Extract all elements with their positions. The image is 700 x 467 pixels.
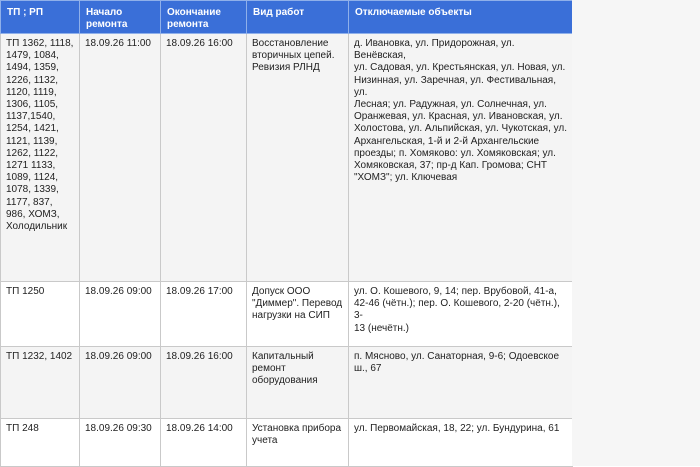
- cell-work: Допуск ООО "Диммер". Перевод нагрузки на СИП: [247, 282, 349, 347]
- cell-work: Капитальный ремонт оборудования: [247, 347, 349, 419]
- cell-tp: ТП 1250: [1, 282, 80, 347]
- table-row: [1, 347, 573, 419]
- cell-end: 18.09.26 17:00: [161, 282, 247, 347]
- cell-end: 18.09.26 16:00: [161, 347, 247, 419]
- col-header-tp: ТП ; РП: [1, 1, 80, 34]
- cell-objects: ул. Первомайская, 18, 22; ул. Бундурина, 61: [349, 419, 573, 467]
- col-header-objects: Отключаемые объекты: [349, 1, 573, 34]
- cell-work: Восстановление вторичных цепей. Ревизия РЛНД: [247, 34, 349, 282]
- cell-tp: ТП 1362, 1118, 1479, 1084, 1494, 1359, 1226, 1132, 1120, 1119, 1306, 1105, 1137,1540, 1254, 1421, 1121, 1139, 1262, 1122, 1271 1133, 1089, 1124, 1078, 1339, 1177, 837, 986, ХОМЗ, Холодильник: [1, 34, 80, 282]
- col-header-start: Начало ремонта: [80, 1, 161, 34]
- cell-tp: ТП 1232, 1402: [1, 347, 80, 419]
- cell-start: 18.09.26 09:00: [80, 282, 161, 347]
- table-row: [1, 419, 573, 467]
- cell-work: Установка прибора учета: [247, 419, 349, 467]
- cell-start: 18.09.26 11:00: [80, 34, 161, 282]
- cell-end: 18.09.26 14:00: [161, 419, 247, 467]
- table-row: [1, 282, 573, 347]
- cell-objects: ул. О. Кошевого, 9, 14; пер. Врубовой, 41-а, 42-46 (чётн.); пер. О. Кошевого, 2-20 (чётн.), 3- 13 (нечётн.): [349, 282, 573, 347]
- cell-objects: п. Мясново, ул. Санаторная, 9-6; Одоевское ш., 67: [349, 347, 573, 419]
- cell-end: 18.09.26 16:00: [161, 34, 247, 282]
- cell-start: 18.09.26 09:30: [80, 419, 161, 467]
- table-row: [1, 34, 573, 282]
- col-header-end: Окончание ремонта: [161, 1, 247, 34]
- page-margin: [572, 0, 700, 466]
- col-header-work: Вид работ: [247, 1, 349, 34]
- cell-objects: д. Ивановка, ул. Придорожная, ул. Венёвская, ул. Садовая, ул. Крестьянская, ул. Новая, ул. Низинная, ул. Заречная, ул. Фестивальная, ул. Лесная; ул. Радужная, ул. Солнечная, ул. Оранжевая, ул. Красная, ул. Ивановская, ул. Холостова, ул. Альпийская, ул. Чукотская, ул. Архангельская, 1-й и 2-й Архангельские проезды; п. Хомяково: ул. Хомяковская; ул. Хомяковская, 37; пр-д Кап. Громова; СНТ "ХОМЗ"; ул. Ключевая: [349, 34, 573, 282]
- cell-start: 18.09.26 09:00: [80, 347, 161, 419]
- table-header-row: [1, 1, 573, 34]
- cell-tp: ТП 248: [1, 419, 80, 467]
